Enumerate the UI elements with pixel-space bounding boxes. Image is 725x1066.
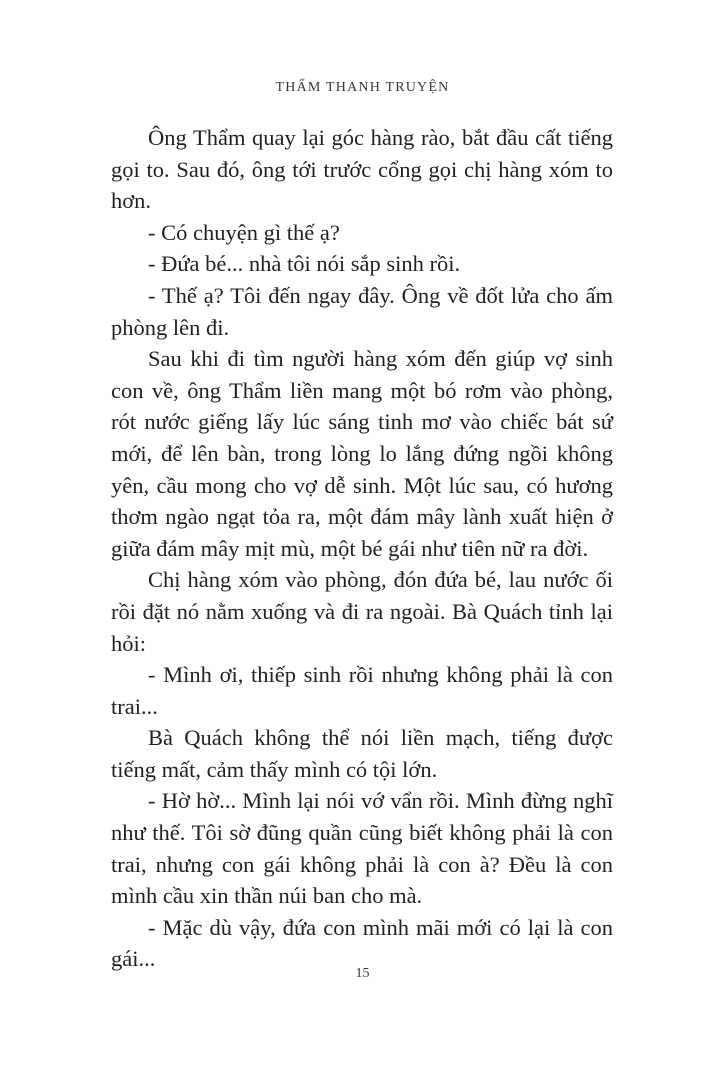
paragraph: - Mình ơi, thiếp sinh rồi nhưng không phải là con trai... [111, 662, 613, 719]
paragraph: Ông Thẩm quay lại góc hàng rào, bắt đầu cất tiếng gọi to. Sau đó, ông tới trước cổng gọi chị hàng xóm to hơn. [111, 125, 613, 214]
paragraph: - Đứa bé... nhà tôi nói sắp sinh rồi. [148, 251, 461, 277]
running-header: THẨM THANH TRUYỆN [275, 80, 450, 95]
paragraph: Sau khi đi tìm người hàng xóm đến giúp vợ sinh con về, ông Thẩm liền mang một bó rơm vào phòng, rót nước giếng lấy lúc sáng tinh mơ vào chiếc bát sứ mới, để lên bàn, trong lòng lo lắng đứng ngồi không yên, cầu mong cho vợ dễ sinh. Một lúc sau, có hương thơm ngào ngạt tỏa ra, một đám mây lành xuất hiện ở giữa đám mây mịt mù, một bé gái như tiên nữ ra đời. [111, 346, 613, 561]
paragraph: - Mặc dù vậy, đứa con mình mãi mới có lại là con gái... [111, 914, 613, 972]
paragraph: Bà Quách không thể nói liền mạch, tiếng được tiếng mất, cảm thấy mình có tội lớn. [111, 725, 613, 782]
paragraph: - Thế ạ? Tôi đến ngay đây. Ông về đốt lửa cho ấm phòng lên đi. [111, 282, 613, 340]
paragraph: Chị hàng xóm vào phòng, đón đứa bé, lau nước ối rồi đặt nó nằm xuống và đi ra ngoài. Bà Quách tỉnh lại hỏi: [111, 567, 613, 656]
paragraph: - Hờ hờ... Mình lại nói vớ vẩn rồi. Mình đừng nghĩ như thế. Tôi sờ đũng quần cũng biết không phải là con trai, nhưng con gái không phải là con à? Đều là con mình cầu xin thần núi ban cho mà. [111, 788, 613, 909]
body-text [111, 122, 613, 975]
paragraph: - Có chuyện gì thế ạ? [148, 219, 340, 245]
page-number: 15 [355, 966, 370, 981]
